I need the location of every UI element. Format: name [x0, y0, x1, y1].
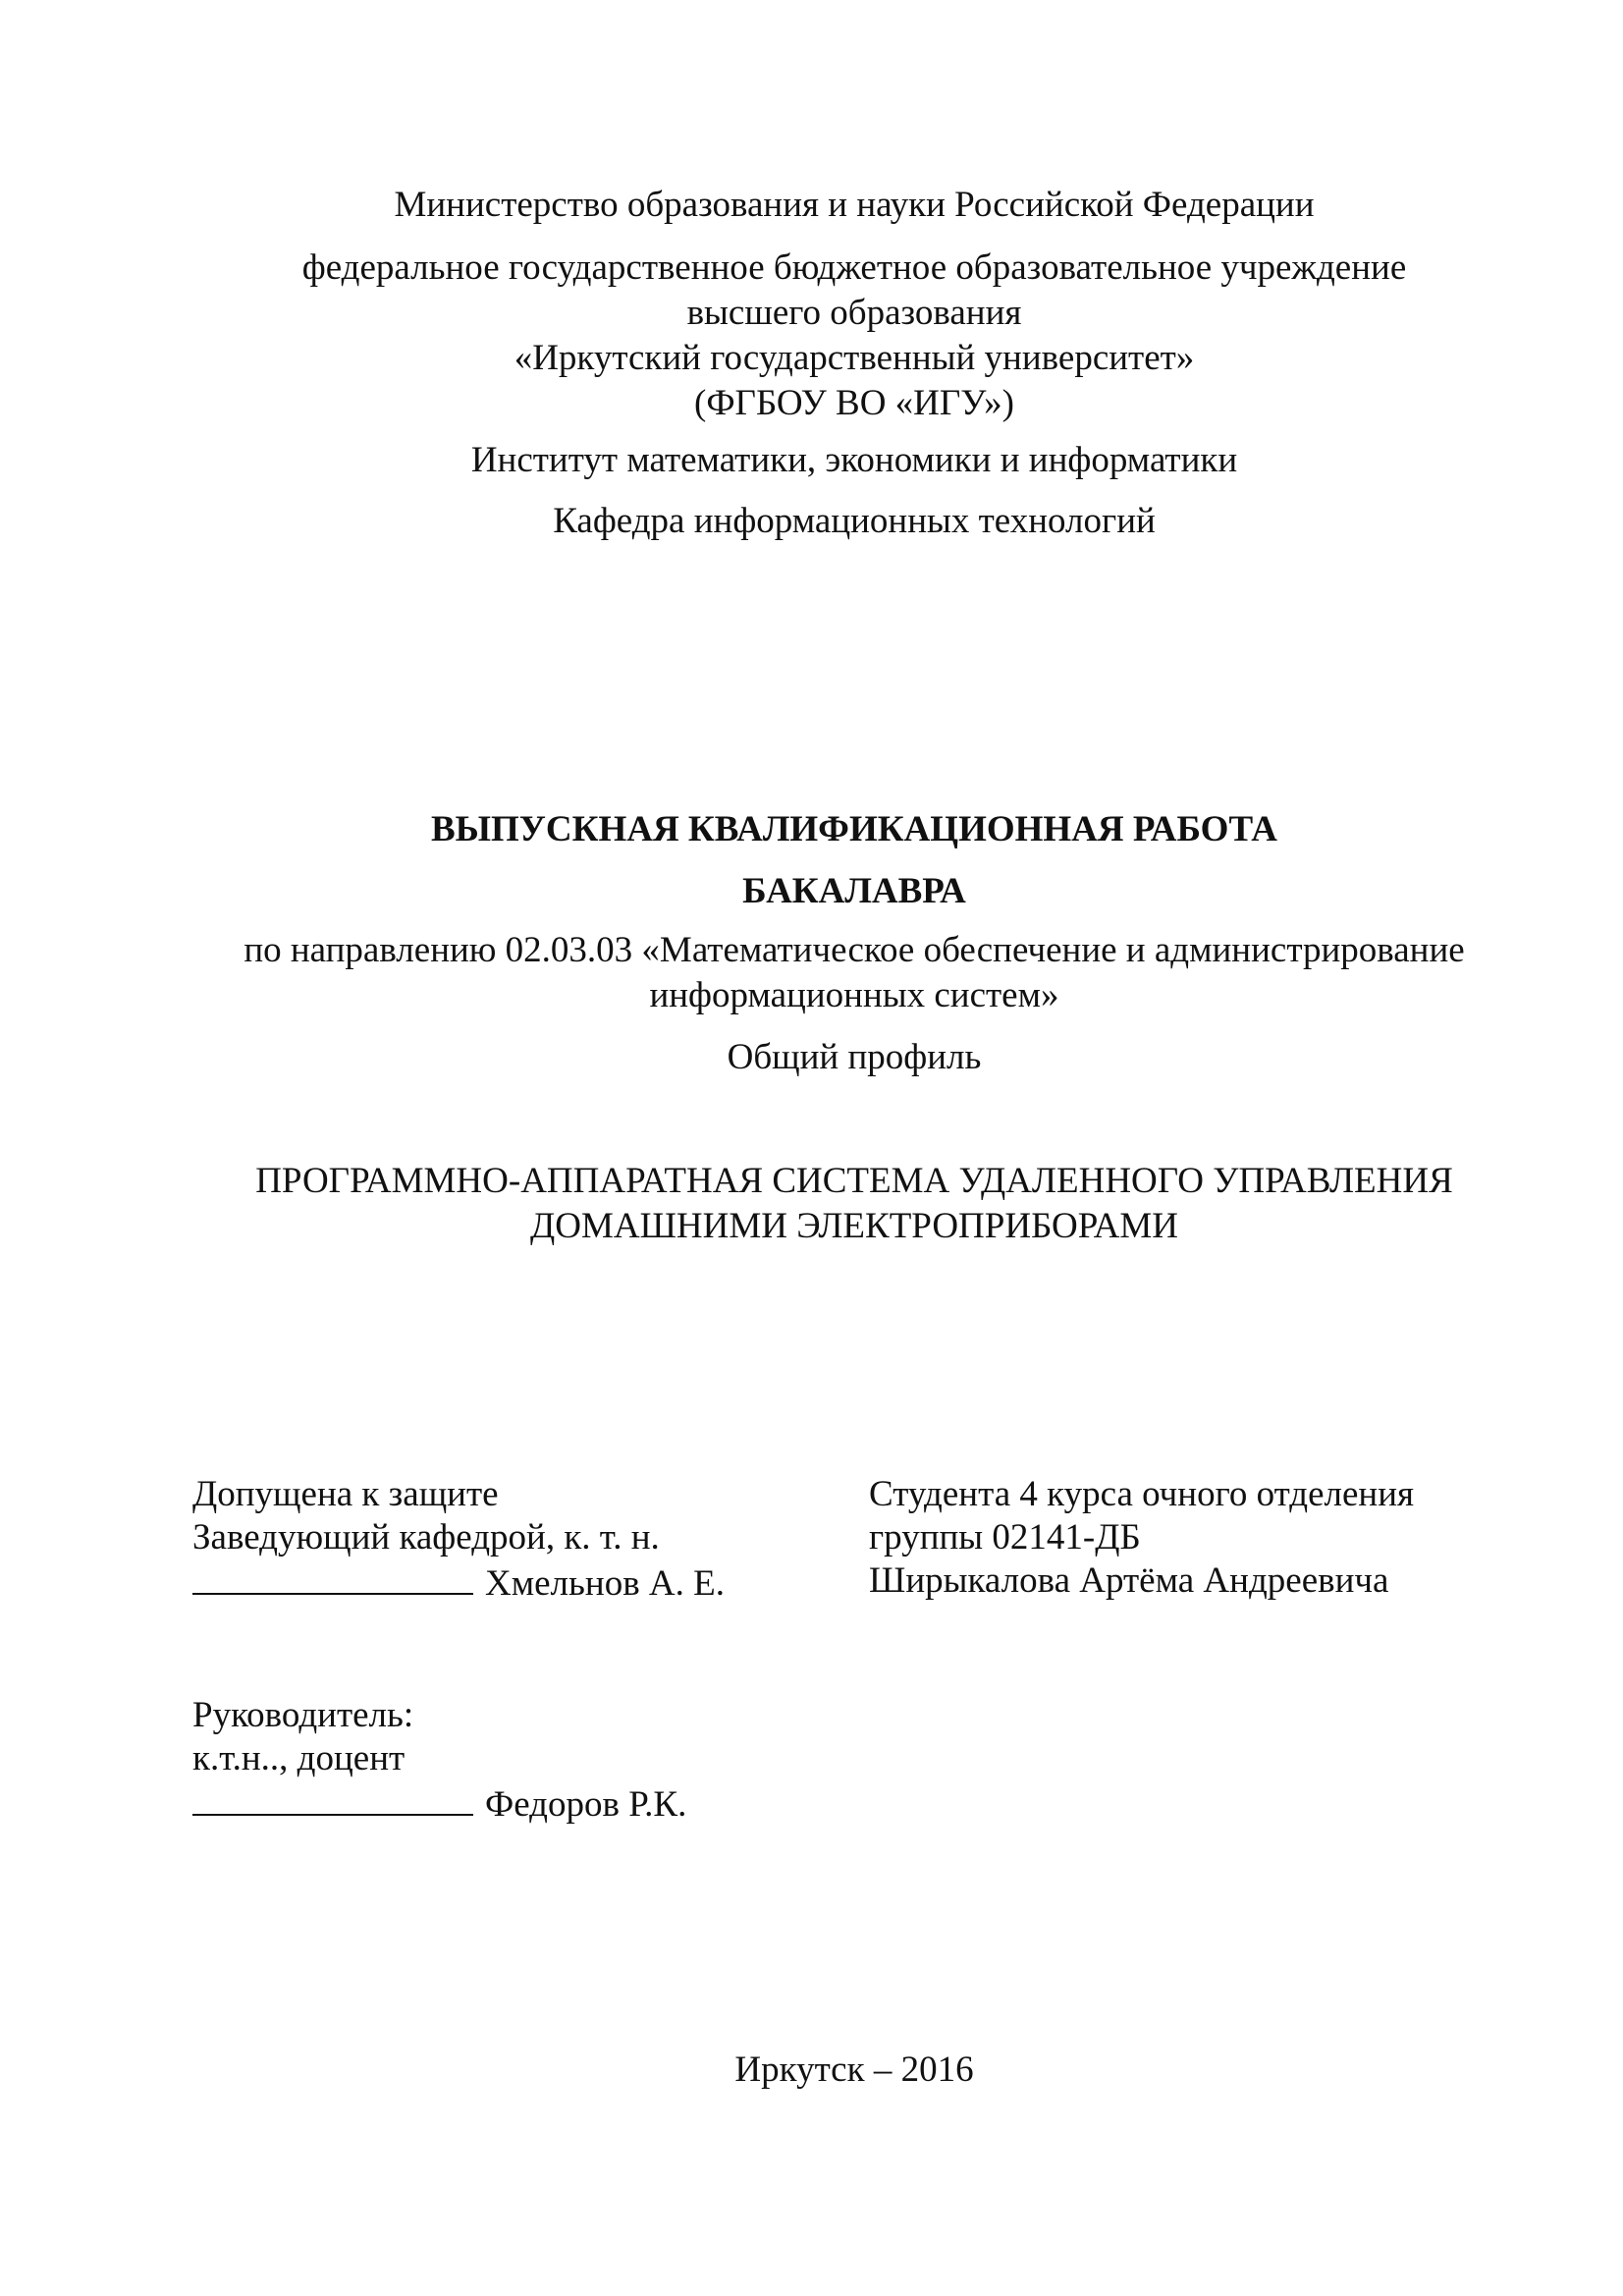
department-heading — [167, 499, 1542, 544]
direction-text — [167, 928, 1542, 1018]
topic-line-2: ДОМАШНИМИ ЭЛЕКТРОПРИБОРАМИ — [530, 1206, 1178, 1246]
signature-blank — [192, 1559, 473, 1595]
city-year: Иркутск – 2016 — [734, 2050, 974, 2090]
approval-block — [192, 1473, 801, 1606]
topic-line-1: ПРОГРАММНО-АППАРАТНАЯ СИСТЕМА УДАЛЕННОГО УПРАВЛЕНИЯ — [255, 1161, 1453, 1201]
work-type-degree — [167, 869, 1542, 914]
work-type-title — [167, 807, 1542, 852]
ministry-heading — [167, 183, 1542, 228]
institution-line-2: высшего образования — [686, 293, 1022, 333]
direction-line-1: по направлению 02.03.03 «Математическое обеспечение и администрирование — [243, 930, 1465, 970]
city-year-footer — [167, 2048, 1542, 2093]
ministry-line: Министерство образования и науки Российской Федерации — [394, 185, 1315, 225]
supervisor-title: к.т.н.., доцент — [192, 1738, 406, 1778]
head-name: Хмельнов А. Е. — [485, 1563, 725, 1604]
work-type-line-2: БАКАЛАВРА — [742, 871, 966, 911]
supervisor-block — [192, 1694, 801, 1827]
institution-heading — [167, 246, 1542, 426]
institution-line-3: «Иркутский государственный университет» — [514, 338, 1195, 378]
supervisor-label: Руководитель: — [192, 1695, 414, 1735]
profile-text — [167, 1035, 1542, 1080]
signature-blank — [192, 1780, 473, 1816]
institute-heading — [167, 438, 1542, 483]
work-type-line-1: ВЫПУСКНАЯ КВАЛИФИКАЦИОННАЯ РАБОТА — [430, 809, 1278, 849]
thesis-topic — [167, 1159, 1542, 1249]
student-name: Ширыкалова Артёма Андреевича — [869, 1560, 1389, 1601]
supervisor-signature-line — [192, 1780, 801, 1827]
student-block — [869, 1473, 1576, 1603]
student-course: Студента 4 курса очного отделения — [869, 1474, 1415, 1514]
profile-line: Общий профиль — [727, 1037, 982, 1077]
head-signature-line — [192, 1559, 801, 1606]
head-title: Заведующий кафедрой, к. т. н. — [192, 1517, 660, 1558]
supervisor-name: Федоров Р.К. — [485, 1784, 687, 1825]
institute-line: Институт математики, экономики и информатики — [470, 440, 1238, 480]
institution-line-1: федеральное государственное бюджетное образовательное учреждение — [301, 247, 1407, 288]
direction-line-2: информационных систем» — [649, 975, 1059, 1015]
admitted-label: Допущена к защите — [192, 1474, 499, 1514]
student-group: группы 02141-ДБ — [869, 1517, 1141, 1558]
department-line: Кафедра информационных технологий — [553, 501, 1156, 541]
institution-line-4: (ФГБОУ ВО «ИГУ») — [694, 383, 1014, 423]
